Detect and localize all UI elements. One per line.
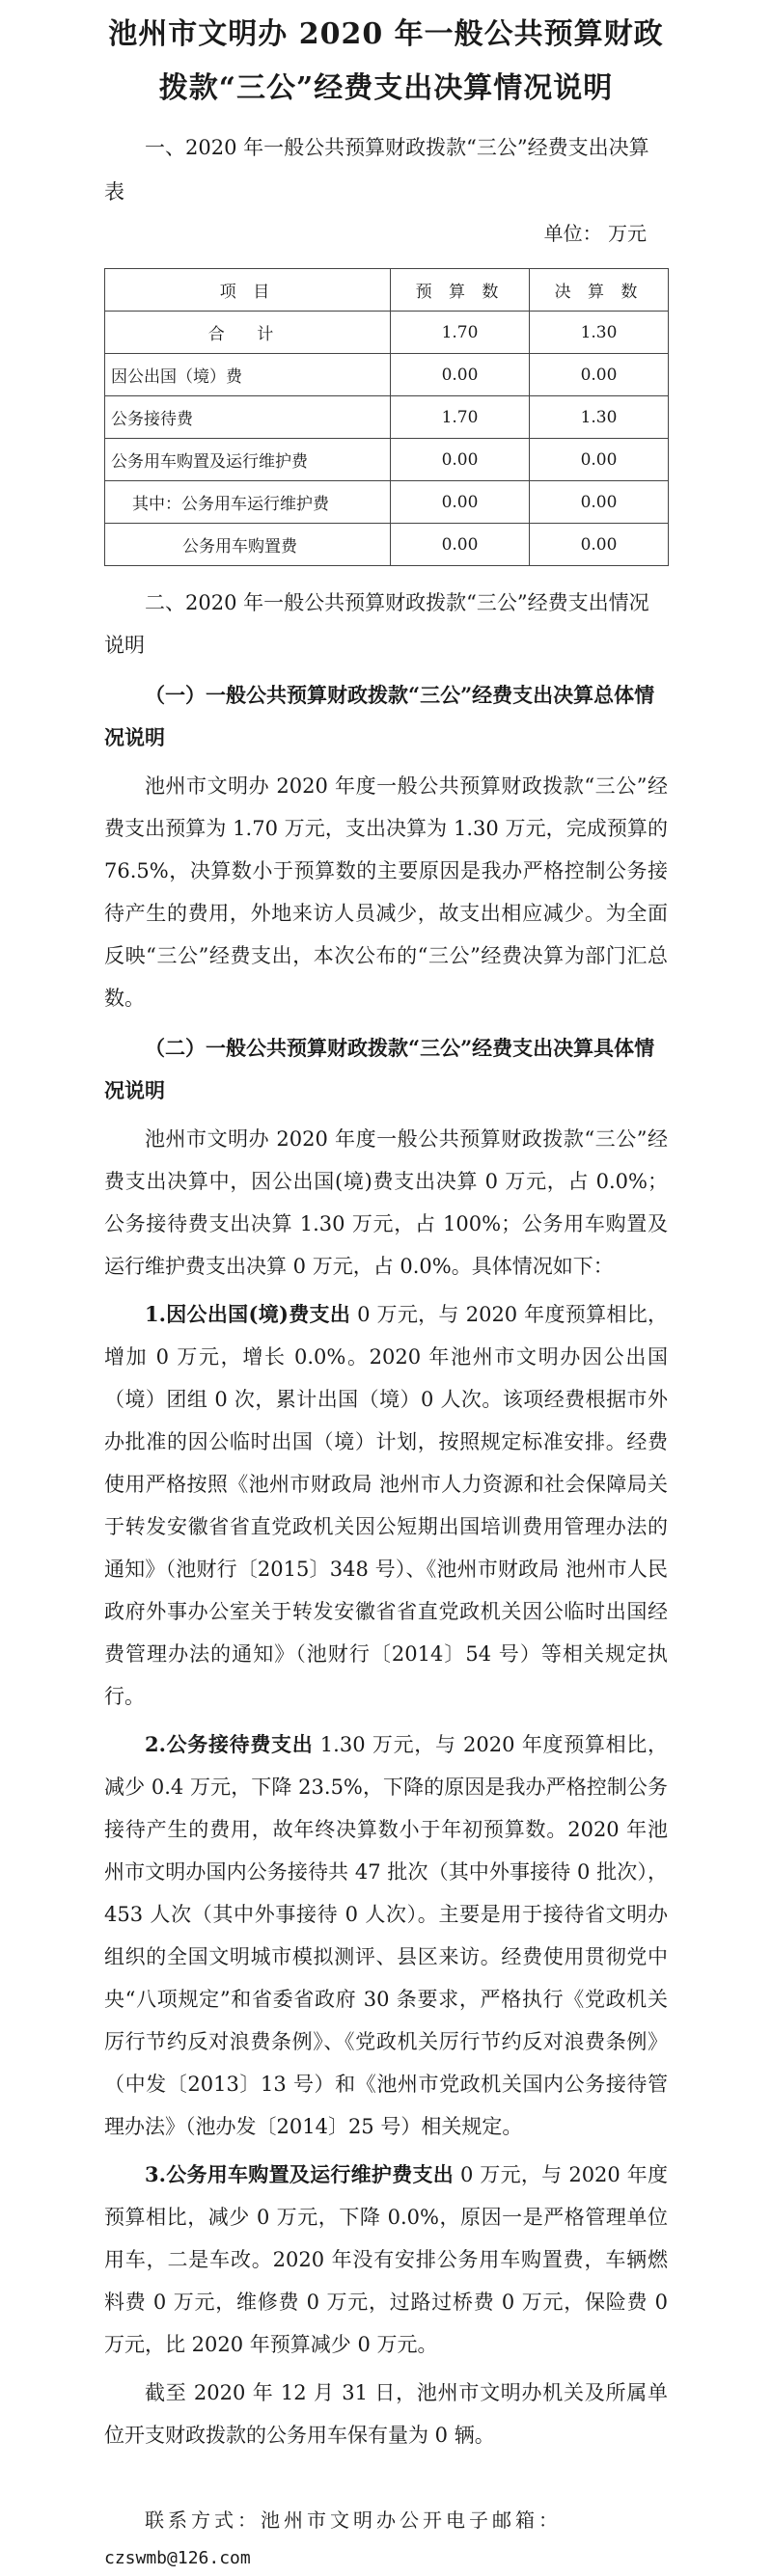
header-budget: 预 算 数	[391, 269, 530, 312]
row-final: 0.00	[530, 354, 669, 396]
item1-lead: 1.因公出国(境)费支出	[145, 1302, 351, 1326]
row-budget: 1.70	[391, 396, 530, 439]
row-final: 1.30	[530, 396, 669, 439]
item1-paragraph	[104, 1293, 668, 1718]
item3-lead: 3.公务用车购置及运行维护费支出	[145, 2162, 455, 2186]
row-budget: 0.00	[391, 439, 530, 481]
item2-paragraph	[104, 1723, 668, 2148]
title-line-1: 池州市文明办 2020 年一般公共预算财政	[108, 17, 664, 51]
closing-paragraph: 截至 2020 年 12 月 31 日，池州市文明办机关及所属单位开支财政拨款的公务用车保有量为 0 辆。	[104, 2381, 668, 2447]
row-label: 公务接待费	[105, 396, 391, 439]
table-header-row	[105, 269, 669, 312]
item2-lead: 2.公务接待费支出	[145, 1732, 314, 1756]
row-label: 公务用车购置及运行维护费	[105, 439, 391, 481]
table-row	[105, 439, 669, 481]
subsection1-paragraph: 池州市文明办 2020 年度一般公共预算财政拨款“三公”经费支出预算为 1.70 万元，支出决算为 1.30 万元，完成预算的 76.5%，决算数小于预算数的主要原因是我办严格控制公务接待产生的费用，外地来访人员减少，故支出相应减少。为全面反映“三公”经费支出，本次公布的“三公”经费决算为部门汇总数。	[104, 774, 668, 1010]
row-final: 1.30	[530, 312, 669, 354]
title-line-2: 拨款“三公”经费支出决算情况说明	[158, 71, 614, 105]
budget-table	[104, 268, 669, 566]
item1-text: 0 万元，与 2020 年度预算相比，增加 0 万元，增长 0.0%。2020 年池州市文明办因公出国（境）团组 0 次，累计出国（境）0 人次。该项经费根据市外办批准的因公临时出国（境）计划，按照规定标准安排。经费使用严格按照《池州市财政局 池州市人力资源和社会保障局关于转发安徽省省直党政机关因公短期出国培训费用管理办法的通知》（池财行〔2015〕348 号）、《池州市财政局 池州市人民政府外事办公室关于转发安徽省省直党政机关因公临时出国经费管理办法的通知》（池财行〔2014〕54 号）等相关规定执行。	[104, 1303, 668, 1708]
subsection2-heading: （二）一般公共预算财政拨款“三公”经费支出决算具体情况说明	[104, 1036, 655, 1102]
row-label: 公务用车购置费	[105, 524, 391, 566]
unit-label: 单位： 万元	[543, 222, 647, 245]
table-row	[105, 524, 669, 566]
row-final: 0.00	[530, 524, 669, 566]
row-budget: 1.70	[391, 312, 530, 354]
table-row	[105, 481, 669, 524]
item2-text: 1.30 万元，与 2020 年度预算相比，减少 0.4 万元，下降 23.5%，下降的原因是我办严格控制公务接待产生的费用，故年终决算数小于年初预算数。2020 年池州市文明办国内公务接待共 47 批次（其中外事接待 0 批次），453 人次（其中外事接待 0 人次）。主要是用于接待省文明办组织的全国文明城市模拟测评、县区来访。经费使用贯彻党中央“八项规定”和省委省政府 30 条要求，严格执行《党政机关厉行节约反对浪费条例》、《党政机关厉行节约反对浪费条例》（中发〔2013〕13 号）和《池州市党政机关国内公务接待管理办法》（池办发〔2014〕25 号）相关规定。	[104, 1733, 668, 2138]
row-budget: 0.00	[391, 481, 530, 524]
contact-line: 联系方式：池州市文明办公开电子邮箱：	[145, 2508, 562, 2532]
item3-paragraph	[104, 2154, 668, 2366]
row-label: 因公出国（境）费	[105, 354, 391, 396]
table-row	[105, 354, 669, 396]
document-title	[104, 0, 668, 116]
header-item: 项 目	[105, 269, 391, 312]
contact-email: czswmb@126.com	[104, 2548, 251, 2568]
row-label: 合 计	[105, 312, 391, 354]
section1-heading: 一、2020 年一般公共预算财政拨款“三公”经费支出决算表	[104, 136, 649, 203]
row-budget: 0.00	[391, 524, 530, 566]
row-final: 0.00	[530, 439, 669, 481]
row-budget: 0.00	[391, 354, 530, 396]
subsection1-heading: （一）一般公共预算财政拨款“三公”经费支出决算总体情况说明	[104, 683, 655, 749]
header-final: 决 算 数	[530, 269, 669, 312]
item3-text: 0 万元，与 2020 年度预算相比，减少 0 万元，下降 0.0%，原因一是严格管理单位用车，二是车改。2020 年没有安排公务用车购置费，车辆燃料费 0 万元，维修费 0 万元，过路过桥费 0 万元，保险费 0 万元，比 2020 年预算减少 0 万元。	[104, 2163, 668, 2356]
table-row	[105, 396, 669, 439]
subsection2-paragraph: 池州市文明办 2020 年度一般公共预算财政拨款“三公”经费支出决算中，因公出国(境)费支出决算 0 万元，占 0.0%；公务接待费支出决算 1.30 万元，占 100%；公务用车购置及运行维护费支出决算 0 万元，占 0.0%。具体情况如下：	[104, 1127, 668, 1278]
table-row	[105, 312, 669, 354]
row-final: 0.00	[530, 481, 669, 524]
section2-heading: 二、2020 年一般公共预算财政拨款“三公”经费支出情况说明	[104, 591, 649, 657]
row-label: 其中：公务用车运行维护费	[105, 481, 391, 524]
